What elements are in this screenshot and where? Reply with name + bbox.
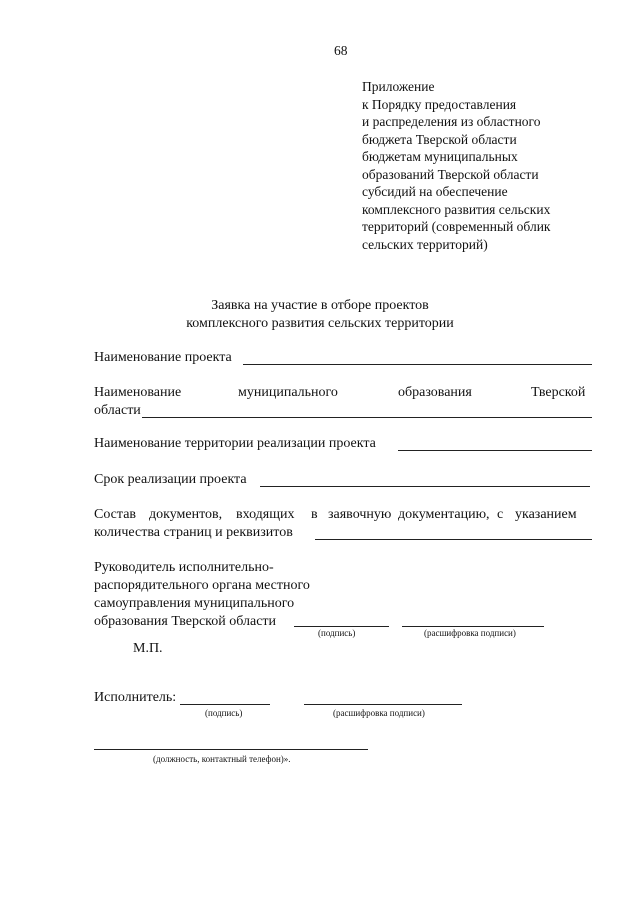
project-name-label: Наименование проекта (94, 350, 232, 365)
appendix-line: территорий (современный облик (362, 219, 551, 234)
appendix-line: образований Тверской области (362, 166, 539, 182)
docs-label-w1: Состав (94, 507, 137, 522)
appendix-block (362, 78, 550, 253)
head-signature-caption: (подпись) (318, 628, 356, 638)
head-line: образования Тверской области (94, 614, 277, 629)
docs-label-w7: с (497, 507, 504, 522)
appendix-line: бюджета Тверской области (362, 131, 517, 147)
document-title-line1: Заявка на участие в отборе проектов (211, 298, 429, 313)
head-line: самоуправления муниципального (94, 596, 295, 611)
executor-decoding-caption: (расшифровка подписи) (333, 708, 425, 718)
head-signature-field[interactable] (294, 626, 389, 627)
term-field[interactable] (260, 486, 590, 487)
head-line: распорядительного органа местного (94, 578, 310, 593)
document-title-line2: комплексного развития сельских территории (186, 316, 454, 331)
executor-label: Исполнитель: (94, 690, 177, 705)
territory-field[interactable] (398, 450, 592, 451)
territory-label: Наименование территории реализации проекта (94, 436, 376, 451)
appendix-line: бюджетам муниципальных (362, 149, 518, 164)
municipality-label-line2: области (94, 403, 141, 418)
executor-position-field[interactable] (94, 749, 368, 750)
docs-field[interactable] (315, 539, 592, 540)
head-decoding-field[interactable] (402, 626, 544, 627)
municipality-label-w4: Тверской (531, 385, 586, 400)
municipality-label-w3: образования (398, 385, 472, 400)
docs-label-w4: в (311, 507, 318, 522)
docs-label-w3: входящих (236, 507, 295, 522)
appendix-line: к Порядку предоставления (362, 96, 517, 112)
appendix-line: и распределения из областного (362, 114, 541, 129)
page-number: 68 (334, 43, 348, 58)
appendix-line: сельских территорий) (362, 236, 488, 252)
project-name-field[interactable] (243, 364, 592, 365)
docs-label-w2: документов, (149, 507, 223, 522)
head-decoding-caption: (расшифровка подписи) (424, 628, 516, 638)
executor-position-caption: (должность, контактный телефон)». (153, 754, 291, 764)
appendix-line: комплексного развития сельских (362, 201, 551, 217)
executor-signature-caption: (подпись) (205, 708, 243, 718)
docs-label-w5: заявочную (328, 507, 392, 522)
docs-label-w6: документацию, (398, 507, 490, 522)
appendix-line: субсидий на обеспечение (362, 184, 508, 199)
docs-label-w8: указанием (515, 507, 577, 522)
stamp-label: М.П. (133, 641, 163, 656)
head-line: Руководитель исполнительно- (94, 560, 274, 575)
appendix-line: Приложение (362, 79, 435, 94)
executor-signature-field[interactable] (180, 704, 270, 705)
term-label: Срок реализации проекта (94, 472, 247, 487)
docs-label-line2: количества страниц и реквизитов (94, 525, 293, 540)
municipality-label-w2: муниципального (238, 385, 338, 400)
municipality-field[interactable] (142, 417, 592, 418)
municipality-label-w1: Наименование (94, 385, 182, 400)
executor-decoding-field[interactable] (304, 704, 462, 705)
